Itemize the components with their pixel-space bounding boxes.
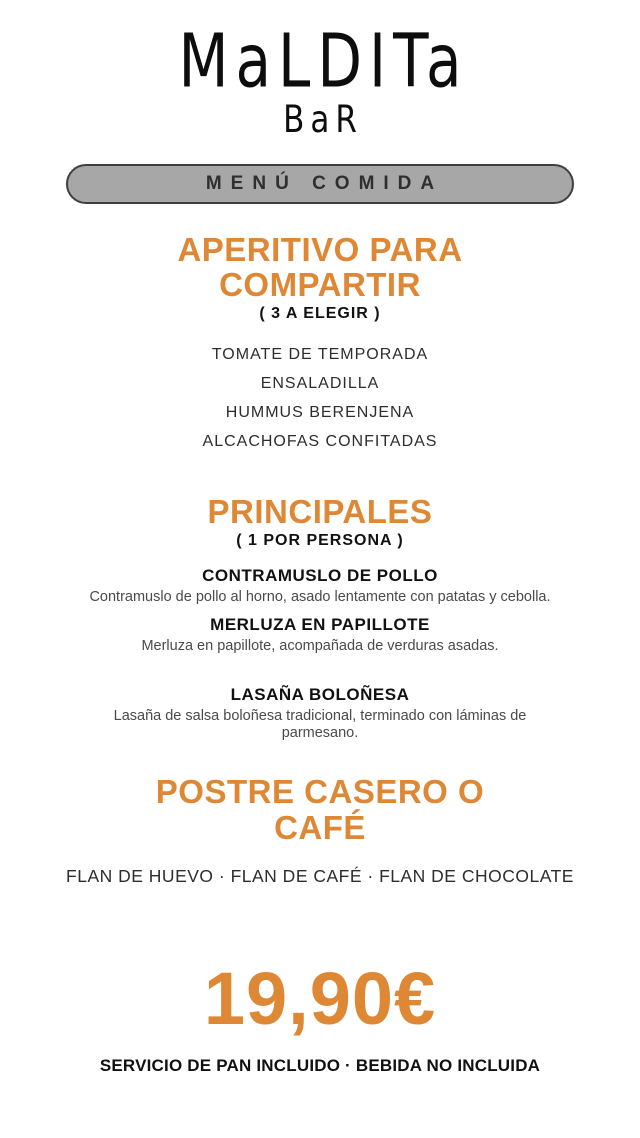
- logo-title: MaLDITa: [178, 17, 469, 105]
- aperitivo-item-list: [0, 340, 640, 456]
- aperitivo-title: APERITIVO PARA COMPARTIR: [177, 231, 463, 303]
- list-item: TOMATE DE TEMPORADA: [211, 346, 429, 363]
- dish-name: MERLUZA EN PAPILLOTE: [210, 615, 430, 634]
- menu-banner-label: MENÚ COMIDA: [205, 173, 444, 194]
- dish-description: Merluza en papillote, acompañada de verduras asadas.: [141, 638, 499, 654]
- section-postre: [0, 774, 640, 886]
- dish-contramuslo: [0, 566, 640, 606]
- list-item: HUMMUS BERENJENA: [225, 404, 415, 421]
- list-item: ENSALADILLA: [260, 375, 380, 392]
- logo-subtitle: BaR: [283, 98, 363, 142]
- section-aperitivo: [0, 232, 640, 456]
- principales-title: PRINCIPALES: [207, 493, 433, 530]
- footer-note: SERVICIO DE PAN INCLUIDO · BEBIDA NO INCLUIDA: [99, 1056, 541, 1075]
- postre-title: POSTRE CASERO O CAFÉ: [155, 773, 485, 846]
- aperitivo-subtitle: ( 3 A ELEGIR ): [259, 305, 381, 322]
- menu-banner: [66, 164, 574, 204]
- dish-name: CONTRAMUSLO DE POLLO: [202, 566, 438, 585]
- section-principales: [0, 494, 640, 742]
- dish-list: [0, 566, 640, 742]
- menu-price: 19,90€: [203, 957, 437, 1040]
- list-item: ALCACHOFAS CONFITADAS: [202, 433, 438, 450]
- dish-name: LASAÑA BOLOÑESA: [230, 685, 410, 704]
- dish-description: Lasaña de salsa boloñesa tradicional, terminado con láminas de parmesano.: [113, 708, 527, 741]
- dish-description: Contramuslo de pollo al horno, asado lentamente con patatas y cebolla.: [89, 589, 551, 605]
- postre-options: FLAN DE HUEVO · FLAN DE CAFÉ · FLAN DE CHOCOLATE: [66, 866, 574, 886]
- dish-merluza: [0, 615, 640, 655]
- principales-subtitle: ( 1 POR PERSONA ): [236, 532, 404, 549]
- dish-lasana: [0, 685, 640, 742]
